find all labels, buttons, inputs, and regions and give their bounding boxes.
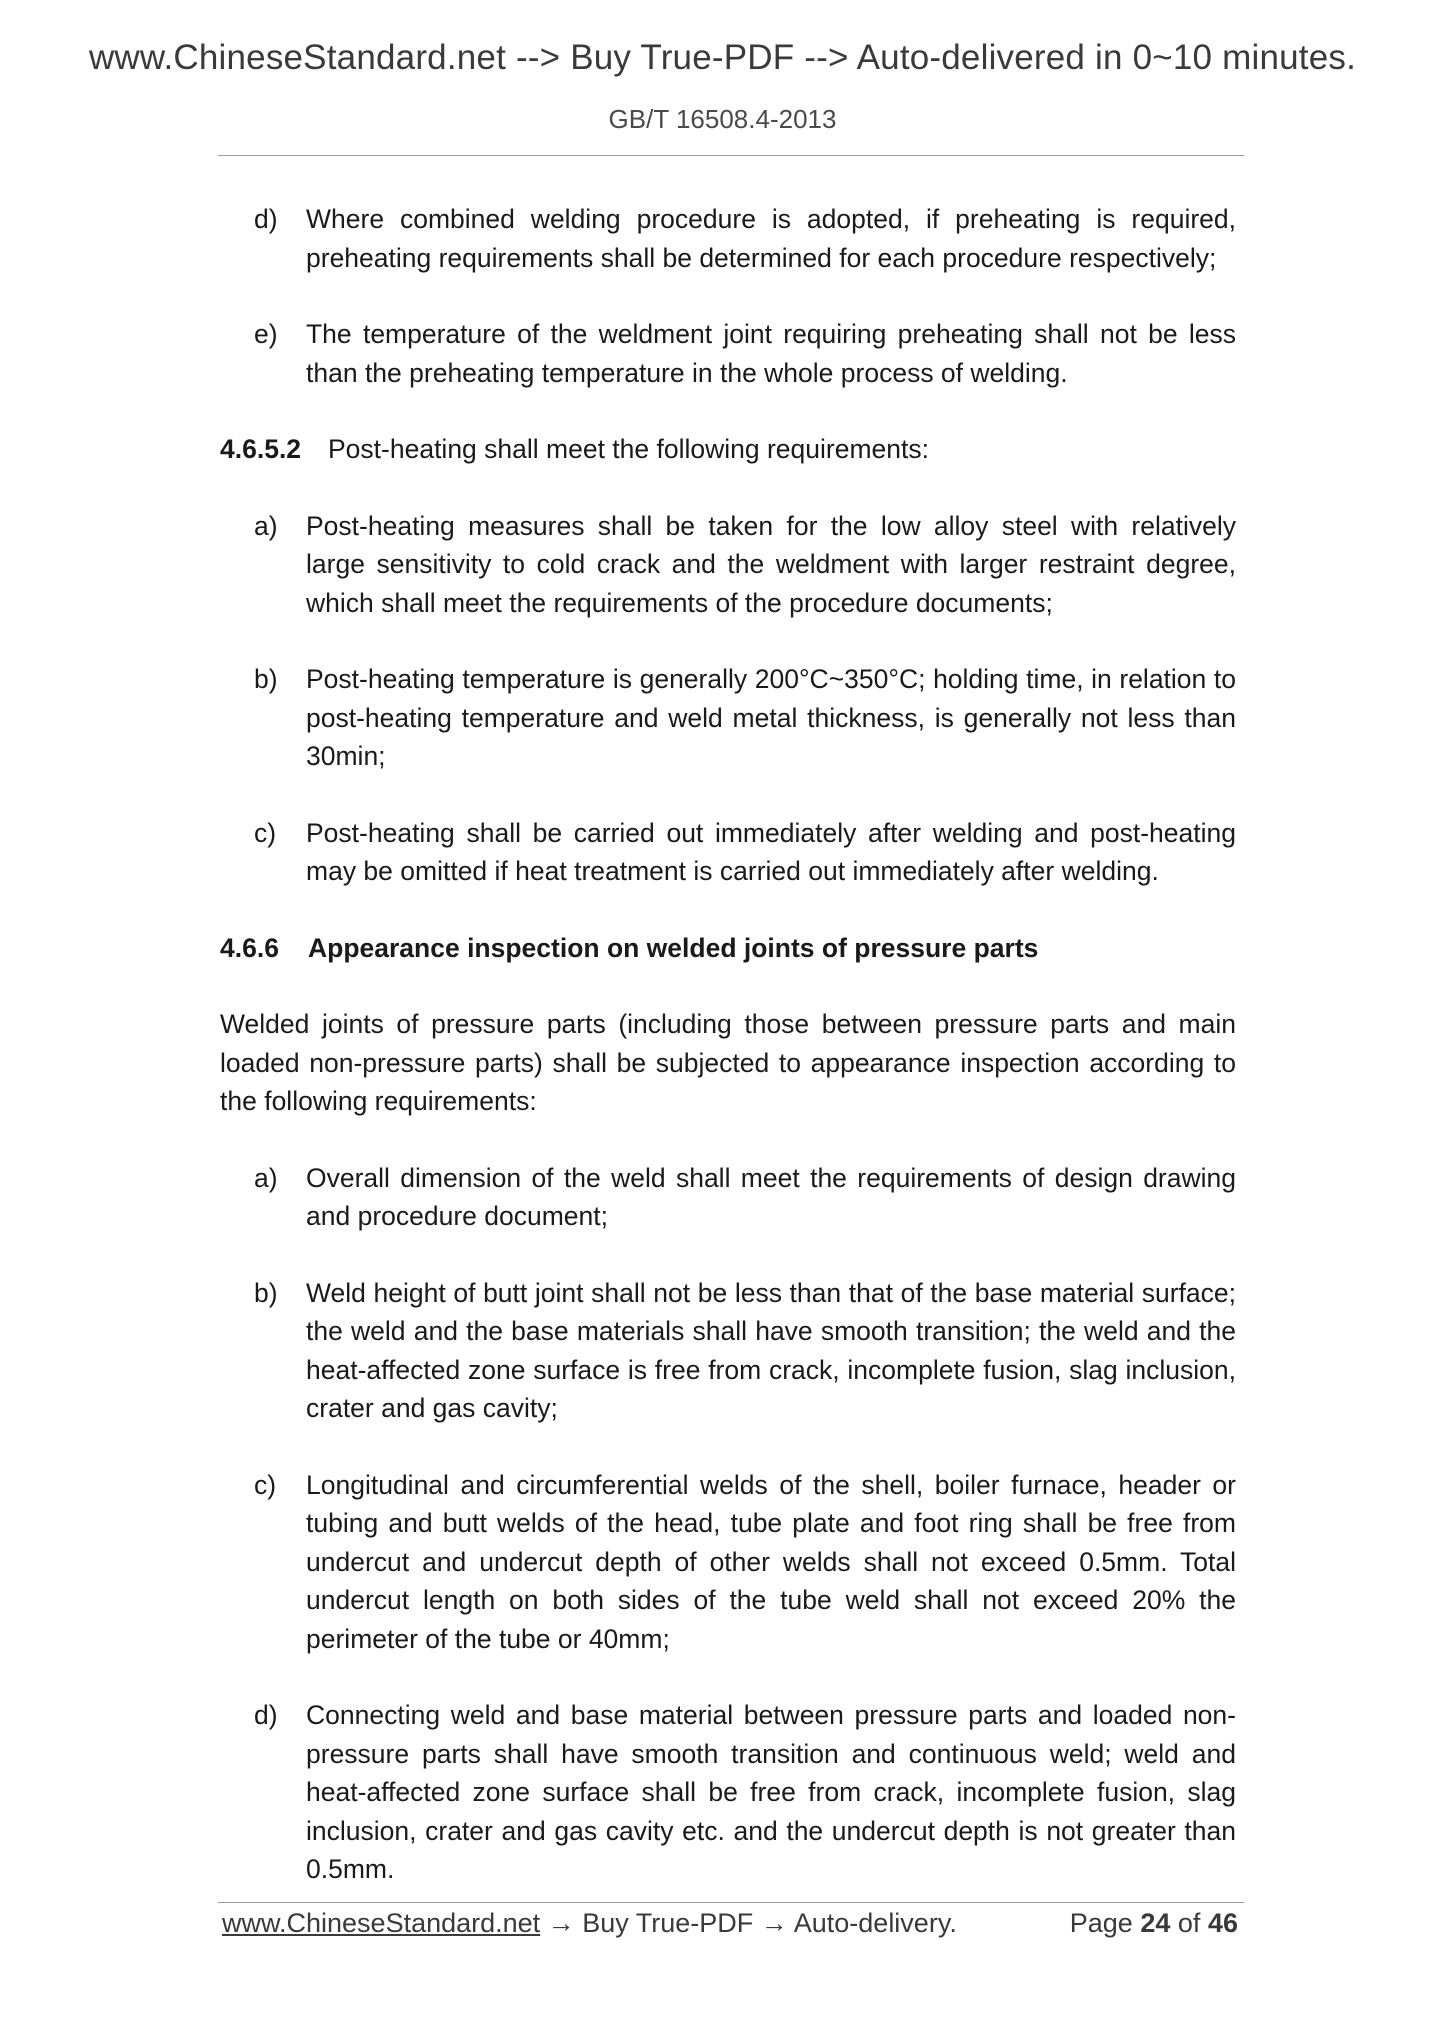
- list-item-text: Overall dimension of the weld shall meet the requirements of design drawing and procedure document;: [306, 1162, 1236, 1231]
- header-divider: [218, 155, 1244, 156]
- list-item-text: Where combined welding procedure is adopted, if preheating is required, preheating requirements shall be determined for each procedure respectively;: [306, 204, 1236, 273]
- section-number: 4.6.6: [220, 932, 279, 963]
- section-title: Appearance inspection on welded joints of pressure parts: [308, 932, 1039, 963]
- document-body: [220, 200, 1236, 1889]
- page-total: 46: [1207, 1908, 1238, 1938]
- page-number: 24: [1140, 1908, 1171, 1938]
- list-item: [220, 200, 1236, 277]
- of-label: of: [1177, 1908, 1201, 1938]
- page-footer: [222, 1908, 1238, 1939]
- clause-text: Post-heating shall meet the following requirements:: [328, 434, 929, 464]
- clause-4-6-5-2: [220, 430, 1236, 469]
- list-marker: e): [254, 319, 278, 349]
- list-marker: c): [254, 1469, 277, 1500]
- footer-tail-text: → Buy True-PDF → Auto-delivery.: [540, 1908, 957, 1938]
- list-item-text: Longitudinal and circumferential welds of the shell, boiler furnace, header or tubing and butt welds of the head, tube plate and foot ring shall be free from undercut and undercut depth of other welds shall not exceed 0.5mm. Total undercut length on both sides of the tube weld shall not exceed 20% the perimeter of the tube or 40mm;: [306, 1469, 1236, 1654]
- list-item: [220, 1159, 1236, 1236]
- list-item: [220, 814, 1236, 891]
- clause-number: 4.6.5.2: [220, 434, 302, 464]
- list-item: [220, 1466, 1236, 1659]
- footer-divider: [218, 1902, 1244, 1903]
- list-item-text: The temperature of the weldment joint requiring preheating shall not be less than the preheating temperature in the whole process of welding.: [306, 319, 1236, 388]
- list-marker: c): [254, 817, 277, 848]
- section-intro: Welded joints of pressure parts (including those between pressure parts and main loaded non-pressure parts) shall be subjected to appearance inspection according to the following requirements:: [220, 1009, 1236, 1116]
- list-item-text: Post-heating temperature is generally 200°C~350°C; holding time, in relation to post-heating temperature and weld metal thickness, is generally not less than 30min;: [306, 664, 1236, 771]
- top-banner: www.ChineseStandard.net --> Buy True-PDF --> Auto-delivered in 0~10 minutes.: [88, 38, 1357, 77]
- list-marker: b): [254, 664, 278, 694]
- page-indicator: [1070, 1908, 1238, 1939]
- section-heading-4-6-6: [220, 929, 1236, 968]
- list-item: [220, 660, 1236, 776]
- list-item: [220, 1696, 1236, 1889]
- list-item-text: Post-heating measures shall be taken for the low alloy steel with relatively large sensitivity to cold crack and the weldment with larger restraint degree, which shall meet the requirements of the procedure documents;: [306, 510, 1236, 618]
- footer-site-link[interactable]: www.ChineseStandard.net: [222, 1908, 541, 1938]
- list-item-text: Weld height of butt joint shall not be less than that of the base material surface; the weld and the base materials shall have smooth transition; the weld and the heat-affected zone surface is free from crack, incomplete fusion, slag inclusion, crater and gas cavity;: [306, 1277, 1236, 1423]
- page-label: Page: [1069, 1908, 1133, 1938]
- list-item: [220, 315, 1236, 392]
- list-item: [220, 507, 1236, 623]
- list-marker: a): [254, 510, 278, 541]
- list-marker: d): [254, 204, 278, 234]
- list-item-text: Post-heating shall be carried out immediately after welding and post-heating may be omitted if heat treatment is carried out immediately after welding.: [306, 817, 1236, 886]
- list-marker: b): [254, 1277, 278, 1308]
- list-marker: d): [254, 1700, 278, 1730]
- footer-left: [222, 1908, 957, 1939]
- standard-code: GB/T 16508.4-2013: [608, 104, 837, 134]
- list-marker: a): [254, 1162, 278, 1193]
- list-item-text: Connecting weld and base material between pressure parts and loaded non-pressure parts shall have smooth transition and continuous weld; weld and heat-affected zone surface shall be free from crack, incomplete fusion, slag inclusion, crater and gas cavity etc. and the undercut depth is not greater than 0.5mm.: [306, 1700, 1236, 1884]
- list-item: [220, 1274, 1236, 1428]
